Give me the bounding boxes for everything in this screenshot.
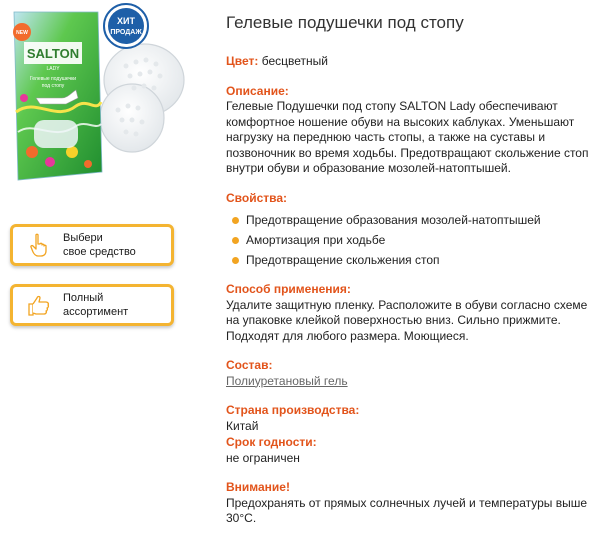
list-item: Амортизация при ходьбе — [232, 233, 596, 248]
gel-pad-illustration — [100, 44, 184, 152]
product-package-illustration — [6, 2, 186, 192]
composition-link[interactable]: Полиуретановый гель — [226, 373, 348, 388]
new-sticker-text: NEW — [16, 30, 28, 36]
pointing-hand-icon — [25, 233, 53, 257]
package-brand-sub: LADY — [46, 66, 60, 72]
warning-text: Предохранять от прямых солнечных лучей и температуры выше 30°С. — [226, 495, 588, 525]
color-value: бесцветный — [261, 54, 328, 68]
shelf-life-field — [226, 435, 596, 466]
composition-section — [226, 358, 596, 389]
choose-product-button[interactable] — [10, 224, 174, 266]
country-field — [226, 403, 596, 434]
usage-section — [226, 282, 596, 344]
list-item: Предотвращение скольжения стоп — [232, 253, 596, 268]
description-label: Описание: — [226, 83, 289, 98]
shelf-life-label: Срок годности: — [226, 435, 317, 449]
package-brand: SALTON — [26, 46, 80, 61]
shelf-life-value: не ограничен — [226, 450, 300, 465]
full-range-button[interactable] — [10, 284, 174, 326]
choose-product-label: Выбери свое средство — [63, 232, 136, 258]
bestseller-badge — [104, 4, 148, 48]
thumbs-up-icon — [25, 294, 53, 316]
usage-text: Удалите защитную пленку. Расположите в обуви согласно схеме на упаковке клейкой поверхностью вниз. Сильно прижмите. Подходят для любого размера. Моющиеся. — [226, 297, 588, 343]
list-item: Предотвращение образования мозолей-натоптышей — [232, 213, 596, 228]
color-label: Цвет: — [226, 54, 259, 68]
properties-label: Свойства: — [226, 190, 288, 205]
description-text: Гелевые Подушечки под стопу SALTON Lady обеспечивают комфортное ношение обуви на высоких каблуках. Уменьшают нагрузку на переднюю часть стопы, а также на суставы и позвоночник во время ходьбы. Предотвращают скольжение стоп внутри обуви и образование мозолей-натоптышей. — [226, 99, 589, 175]
package-text-line1: Гелевые подушечки — [29, 76, 77, 82]
properties-list — [232, 213, 596, 268]
composition-label: Состав: — [226, 358, 273, 372]
warning-section — [226, 480, 596, 527]
properties-section — [226, 191, 596, 269]
package-text-line2: под стопу — [41, 83, 65, 89]
warning-label: Внимание! — [226, 480, 290, 494]
country-value: Китай — [226, 418, 259, 433]
badge-line1: ХИТ — [117, 16, 135, 26]
color-field — [226, 54, 596, 70]
full-range-label: Полный ассортимент — [63, 292, 129, 318]
page-title: Гелевые подушечки под стопу — [226, 13, 464, 32]
product-image — [6, 2, 186, 192]
badge-line2: ПРОДАЖ — [110, 29, 142, 36]
origin-section — [226, 403, 596, 466]
usage-label: Способ применения: — [226, 282, 351, 296]
description-section — [226, 84, 596, 177]
country-label: Страна производства: — [226, 403, 360, 417]
product-details — [226, 12, 596, 541]
